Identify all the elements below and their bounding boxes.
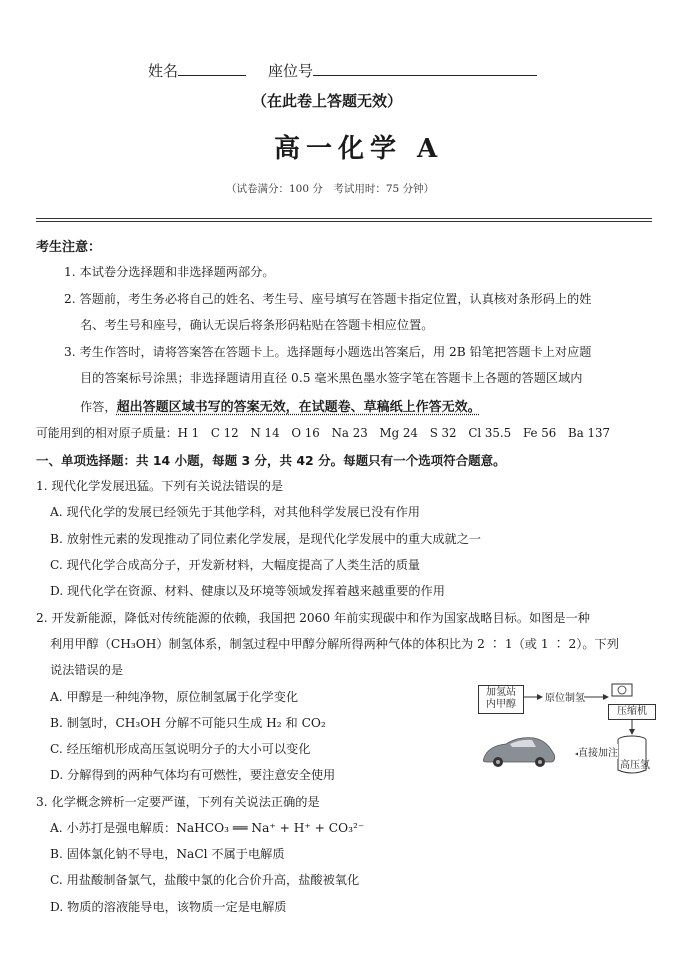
q1-option-a: A. 现代化学的发展已经领先于其他学科，对其他科学发展已没有作用 xyxy=(50,505,420,519)
hydrogen-system-diagram xyxy=(478,682,658,778)
instruction-3-line2: 目的答案标号涂黑；非选择题请用直径 0.5 毫米黑色墨水签字笔在答题卡上各题的答题区域内 xyxy=(80,371,583,385)
seat-blank xyxy=(313,61,537,76)
q1-stem: 1. 现代化学发展迅猛。下列有关说法错误的是 xyxy=(36,479,284,493)
q2-option-a: A. 甲醇是一种纯净物，原位制氢属于化学变化 xyxy=(50,690,299,704)
station-box xyxy=(478,685,524,714)
instruction-1: 1. 本试卷分选择题和非选择题两部分。 xyxy=(64,265,275,279)
q2-option-d: D. 分解得到的两种气体均有可燃性，要注意安全使用 xyxy=(50,768,336,782)
instructions-heading: 考生注意： xyxy=(36,240,102,255)
station-label-2: 内甲醇 xyxy=(486,699,516,710)
instruction-3-prefix: 作答， xyxy=(80,400,117,414)
q3-option-a: A. 小苏打是强电解质：NaHCO₃ ══ Na⁺ + H⁺ + CO₃²⁻ xyxy=(50,821,365,835)
q3-option-b: B. 固体氯化钠不导电，NaCl 不属于电解质 xyxy=(50,847,285,861)
seat-label: 座位号 xyxy=(268,62,314,80)
q2-stem-line3: 说法错误的是 xyxy=(50,663,124,677)
q3-stem: 3. 化学概念辨析一定要严谨，下列有关说法正确的是 xyxy=(36,795,320,809)
high-pressure-label: 高压氢 xyxy=(620,760,650,771)
q3-option-d: D. 物质的溶液能导电，该物质一定是电解质 xyxy=(50,900,287,914)
q3-option-c: C. 用盐酸制备氯气，盐酸中氯的化合价升高，盐酸被氧化 xyxy=(50,873,360,887)
atomic-masses: 可能用到的相对原子质量：H 1 C 12 N 14 O 16 Na 23 Mg 24 S 32 Cl 35.5 Fe 56 Ba 137 xyxy=(36,426,610,440)
name-blank xyxy=(178,61,246,76)
q2-stem-line1: 2. 开发新能源，降低对传统能源的依赖，我国把 2060 年前实现碳中和作为国家战略目标。如图是一种 xyxy=(36,611,590,625)
instruction-3-emphasis: 超出答题区域书写的答案无效，在试题卷、草稿纸上作答无效。 xyxy=(116,400,481,415)
seat-field xyxy=(268,60,537,81)
invalid-notice: （在此卷上答题无效） xyxy=(252,92,403,110)
instruction-2-line1: 2. 答题前，考生务必将自己的姓名、考生号、座号填写在答题卡指定位置，认真核对条形码上的姓 xyxy=(64,292,592,306)
page-title: 高一化学 A xyxy=(274,134,444,164)
q2-option-c: C. 经压缩机形成高压氢说明分子的大小可以变化 xyxy=(50,742,311,756)
name-label: 姓名 xyxy=(148,62,179,80)
direct-fill-label: 直接加注 xyxy=(578,744,618,759)
q1-option-c: C. 现代化学合成高分子，开发新材料，大幅度提高了人类生活的质量 xyxy=(50,558,421,572)
instruction-3-line3 xyxy=(80,396,481,415)
instruction-3-line1: 3. 考生作答时，请将答案答在答题卡上。选择题每小题选出答案后，用 2B 铅笔把答题卡上对应题 xyxy=(64,345,592,359)
compressor-box: 压缩机 xyxy=(608,704,656,720)
station-label: 加氢站 xyxy=(486,687,516,698)
q1-option-b: B. 放射性元素的发现推动了同位素化学发展，是现代化学发展中的重大成就之一 xyxy=(50,532,482,546)
section-heading: 一、单项选择题：共 14 小题，每题 3 分，共 42 分。每题只有一个选项符合题意。 xyxy=(36,453,506,468)
instruction-2-line2: 名、考生号和座号，确认无误后将条形码粘贴在答题卡相应位置。 xyxy=(80,318,434,332)
q2-option-b: B. 制氢时，CH₃OH 分解不可能只生成 H₂ 和 CO₂ xyxy=(50,716,326,730)
divider-top xyxy=(36,218,652,219)
q2-stem-line2: 利用甲醇（CH₃OH）制氢体系，制氢过程中甲醇分解所得两种气体的体积比为 2 ∶ 1（或 1 ∶ 2）。下列 xyxy=(50,637,619,651)
divider-bottom xyxy=(36,221,652,222)
car-icon xyxy=(483,738,554,767)
name-field xyxy=(148,60,246,81)
q1-option-d: D. 现代化学在资源、材料、健康以及环境等领域发挥着越来越重要的作用 xyxy=(50,584,445,598)
insitu-label: 原位制氢 xyxy=(545,693,585,704)
exam-info: （试卷满分：100 分 考试用时：75 分钟） xyxy=(226,183,435,195)
